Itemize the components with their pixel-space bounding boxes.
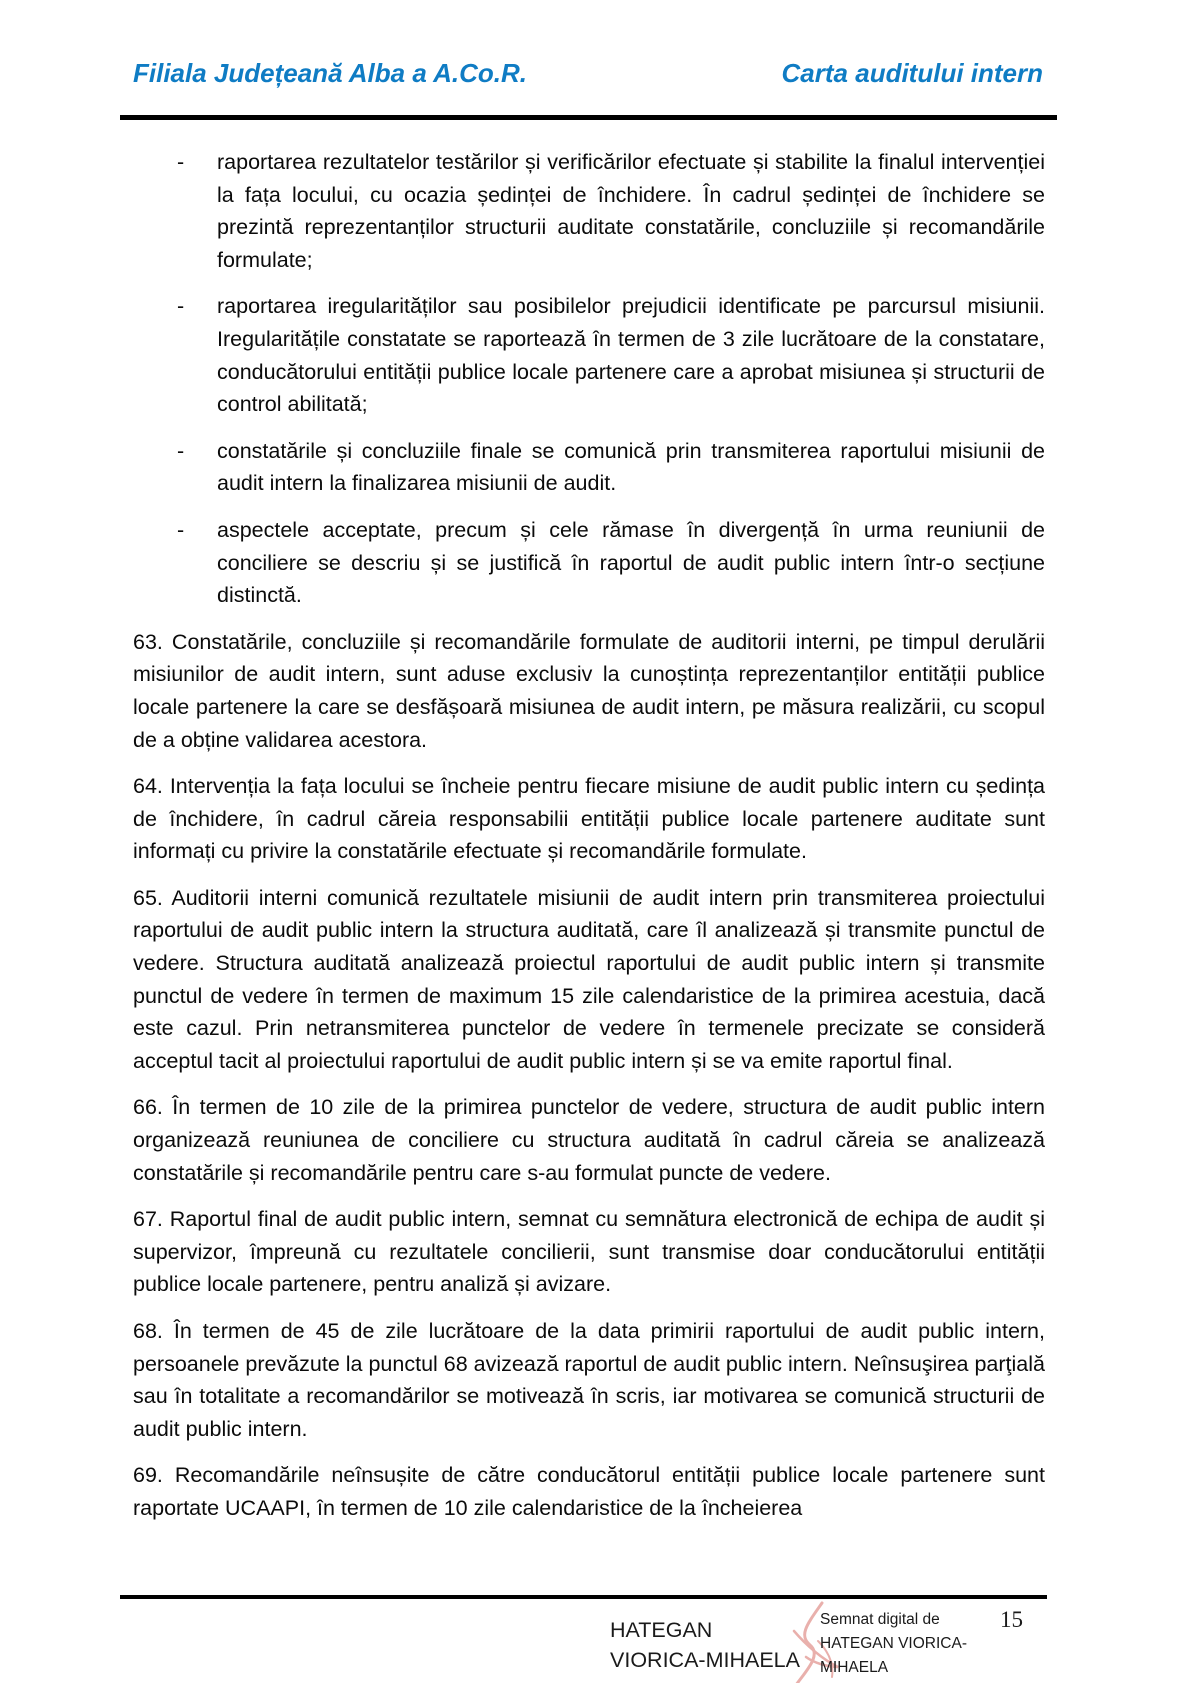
paragraph-65: 65. Auditorii interni comunică rezultatele misiunii de audit intern prin transmiterea proiectului raportului de audit public intern la structura auditată, care îl analizează și transmite punctul de vedere. Structura auditată analizează proiectul raportului de audit public intern și transmite punctul de vedere în termen de maximum 15 zile calendaristice de la primirea acestuia, dacă este cazul. Prin netransmiterea punctelor de vedere în termenele precizate se consideră acceptul tacit al proiectului raportului de audit public intern și se va emite raportul final. — [133, 885, 1045, 1073]
bullet-text: raportarea rezultatelor testărilor și verificărilor efectuate și stabilite la finalul intervenției la fața locului, cu ocazia ședinței de închidere. În cadrul ședinței de închidere se prezintă reprezentanților structurii auditate constatările, concluziile și recomandările formulate; — [217, 150, 1045, 272]
digital-signature-note-line: HATEGAN VIORICA- — [820, 1635, 967, 1652]
bullet-text: raportarea iregularităților sau posibilelor prejudicii identificate pe parcursul misiunii. Iregularitățile constatate se raportează în termen de 3 zile lucrătoare de la constatare, conducătorului entității publice locale partenere care a aprobat misiunea și structurii de control abilitată; — [217, 294, 1045, 417]
bullet-text: constatările și concluziile finale se comunică prin transmiterea raportului misiunii de audit intern la finalizarea misiunii de audit. — [217, 438, 1045, 496]
bullet-dash: - — [177, 294, 185, 319]
bullet-item — [133, 290, 1045, 420]
digital-signature-note — [820, 1608, 967, 1680]
signature-name-line: HATEGAN — [610, 1618, 713, 1642]
bullet-dash: - — [177, 150, 185, 174]
bullet-dash: - — [177, 438, 185, 463]
document-body — [133, 146, 1045, 1539]
header-right-title: Carta auditului intern — [781, 58, 1043, 88]
signature-name — [610, 1615, 800, 1675]
page-header — [120, 58, 1057, 120]
page-number: 15 — [1000, 1607, 1023, 1632]
bullet-text: aspectele acceptate, precum și cele rămase în divergență în urma reuniunii de conciliere se descriu și se justifică în raportul de audit public intern într-o secțiune distinctă. — [217, 517, 1045, 608]
paragraph-67: 67. Raportul final de audit public intern, semnat cu semnătura electronică de echipa de audit și supervizor, împreună cu rezultatele concilierii, sunt transmise doar conducătorului entității publice locale partenere, pentru analiză și avizare. — [133, 1207, 1045, 1297]
paragraph-69: 69. Recomandările neînsușite de către conducătorul entității publice locale partenere sunt raportate UCAAPI, în termen de 10 zile calendaristice de la încheierea — [133, 1463, 1045, 1520]
paragraph-63: 63. Constatările, concluziile și recomandările formulate de auditorii interni, pe timpul derulării misiunilor de audit intern, sunt aduse exclusiv la cunoștința reprezentanților entității publice locale partenere la care se desfășoară misiunea de audit intern, pe măsura realizării, cu scopul de a obține validarea acestora. — [133, 629, 1045, 752]
digital-signature-note-line: Semnat digital de — [820, 1611, 940, 1628]
digital-signature-note-line: MIHAELA — [820, 1659, 889, 1676]
page-footer — [120, 1595, 1047, 1683]
bullet-item — [133, 146, 1045, 276]
paragraph-66: 66. În termen de 10 zile de la primirea punctelor de vedere, structura de audit public intern organizează reuniunea de conciliere cu structura auditată în cadrul căreia se analizează constatările și recomandările pentru care s-au formulat puncte de vedere. — [133, 1095, 1045, 1185]
bullet-item — [133, 435, 1045, 500]
signature-name-line: VIORICA-MIHAELA — [610, 1648, 800, 1672]
paragraph-64: 64. Intervenția la fața locului se încheie pentru fiecare misiune de audit public intern cu ședința de închidere, în cadrul căreia responsabilii entității publice locale partenere auditate sunt informați cu privire la constatările efectuate și recomandările formulate. — [133, 774, 1045, 864]
bullet-dash: - — [177, 517, 185, 542]
header-left-title: Filiala Județeană Alba a A.Co.R. — [133, 58, 527, 88]
paragraph-68: 68. În termen de 45 de zile lucrătoare de la data primirii raportului de audit public intern, persoanele prevăzute la punctul 68 avizează raportul de audit public intern. Neînsuşirea parţială sau în totalitate a recomandărilor se motivează în scris, iar motivarea se comunică structurii de audit public intern. — [133, 1319, 1045, 1441]
bullet-item — [133, 514, 1045, 612]
